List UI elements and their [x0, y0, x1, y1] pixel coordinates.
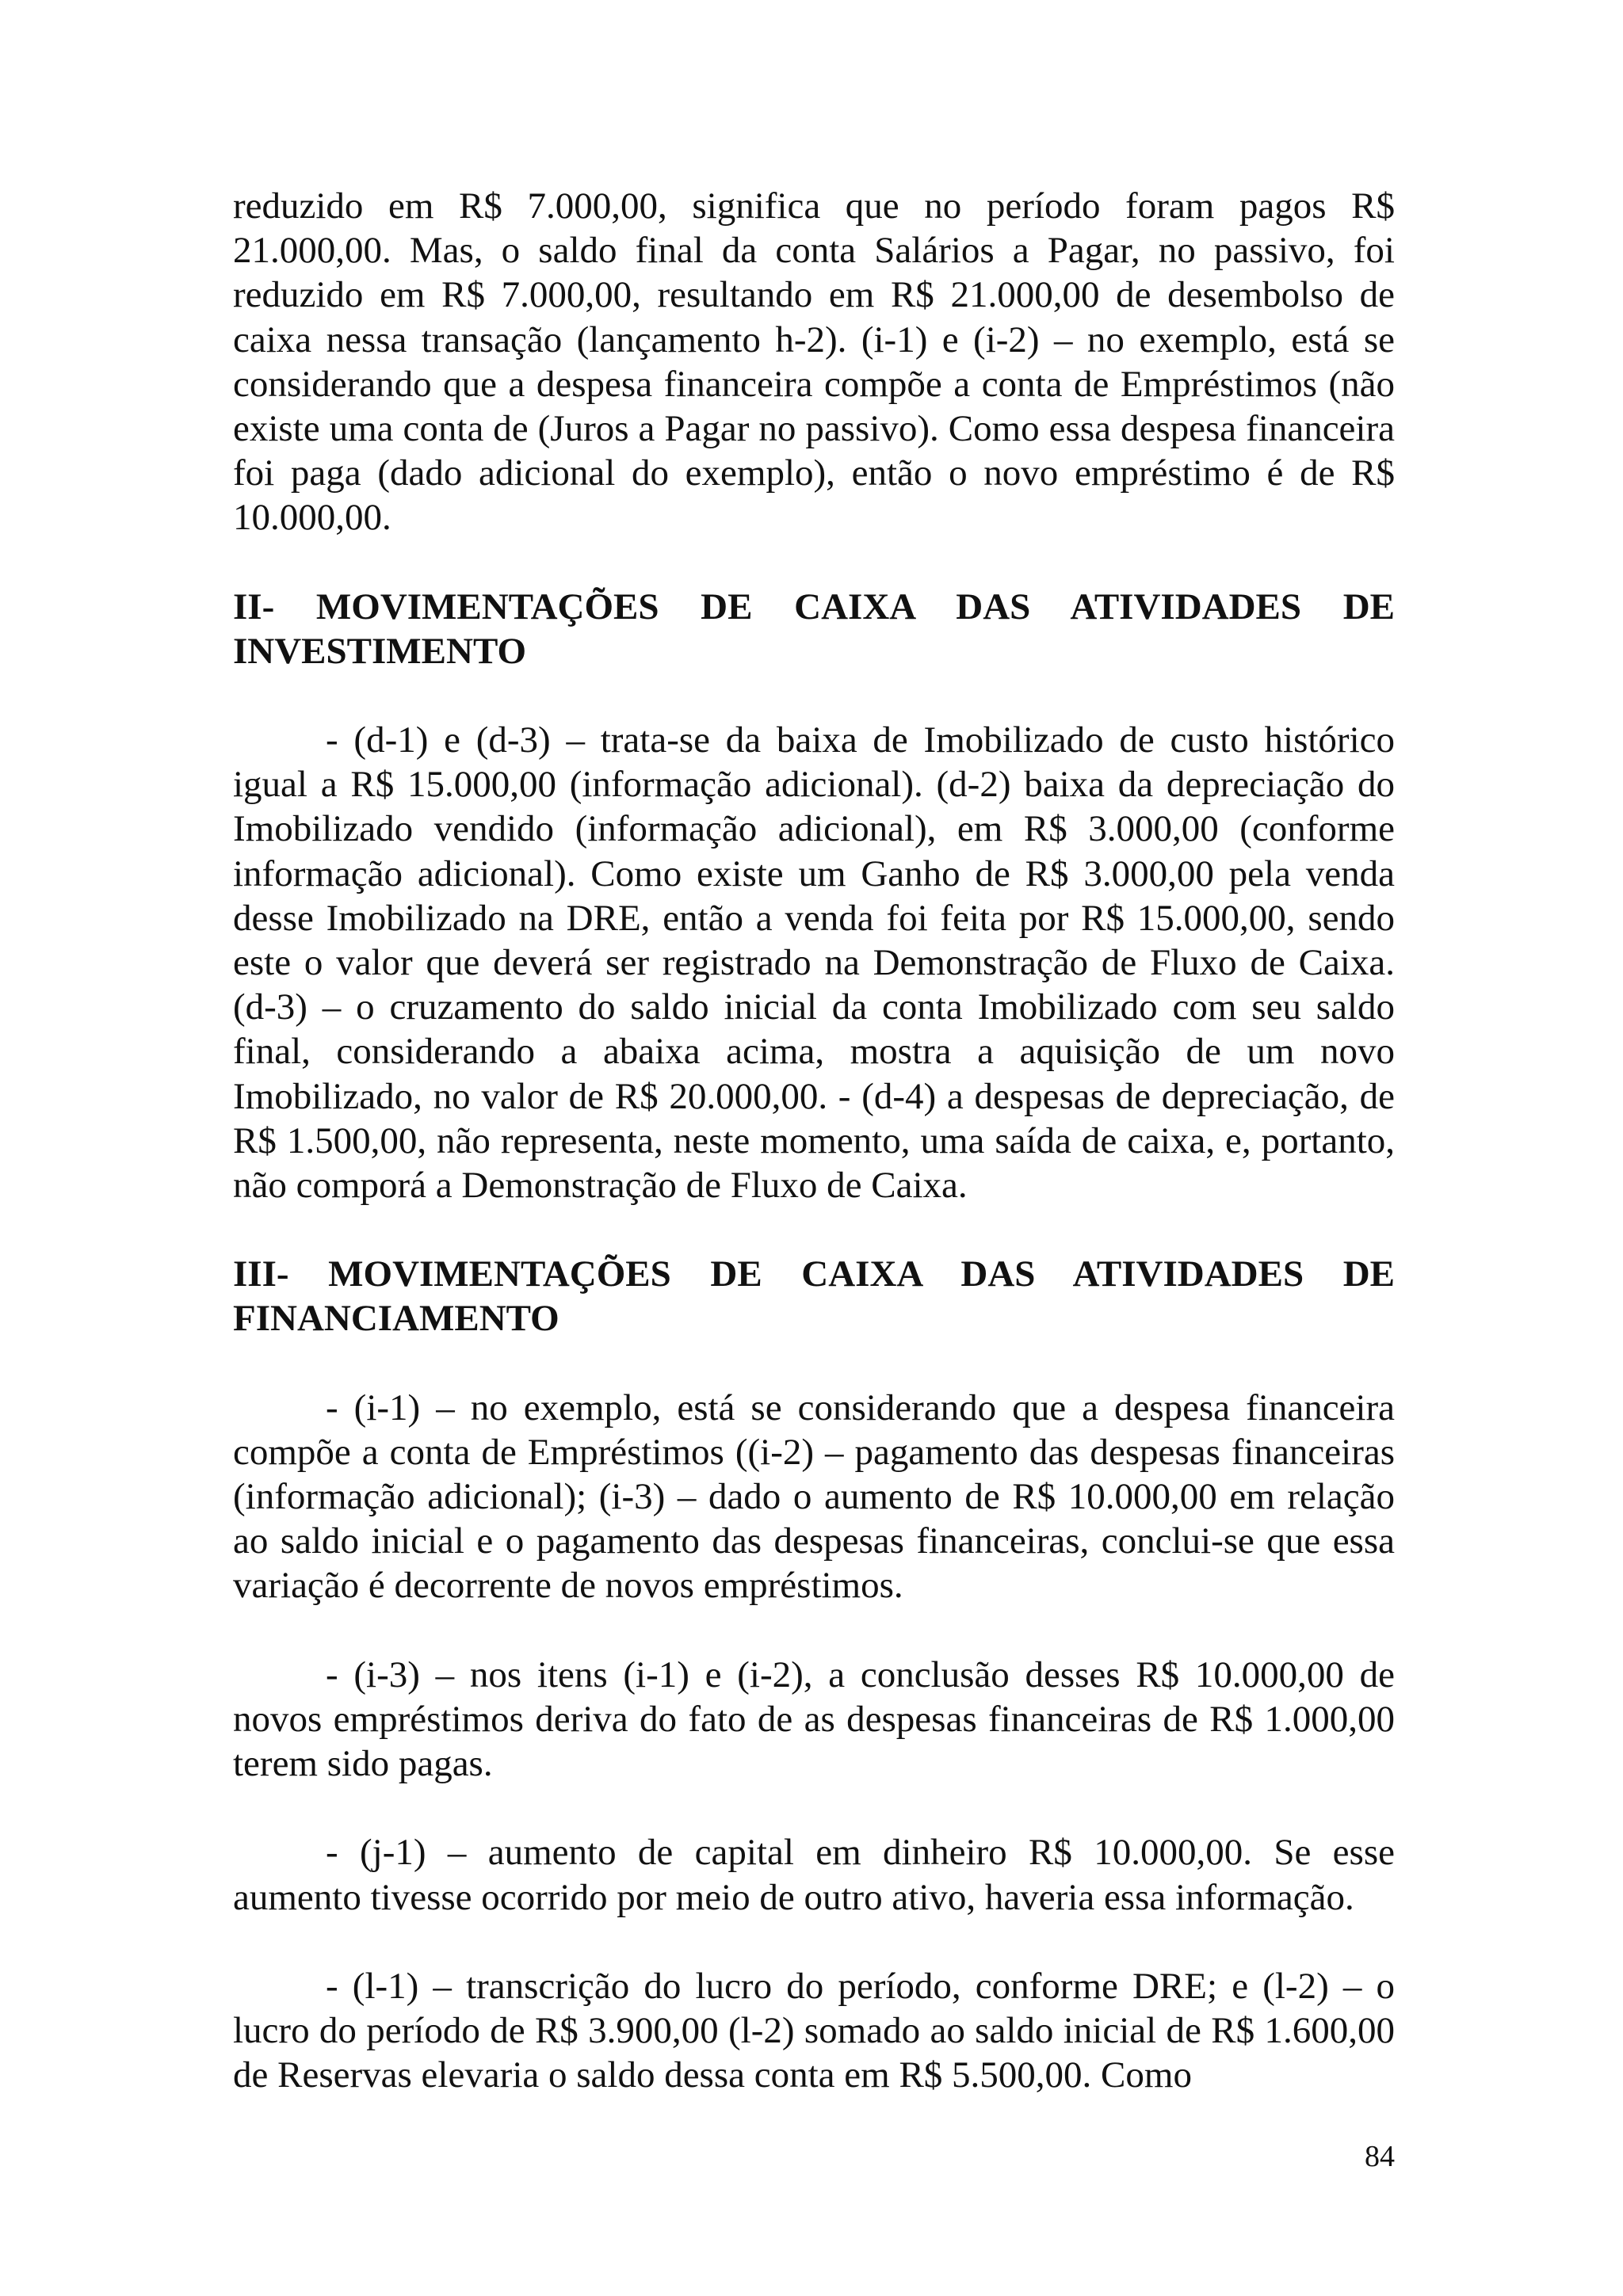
heading-atividades-investimento: II- MOVIMENTAÇÕES DE CAIXA DAS ATIVIDADES DE INVESTIMENTO	[233, 585, 1395, 672]
paragraph-lucro-reservas: - (l-1) – transcrição do lucro do período, conforme DRE; e (l-2) – o lucro do período de R$ 3.900,00 (l-2) somado ao saldo inicial de R$ 1.600,00 de Reservas elevaria o saldo dessa conta em R$ 5.500,00. Como	[233, 1965, 1395, 2096]
paragraph-financiamento-i1: - (i-1) – no exemplo, está se considerando que a despesa financeira compõe a conta de Empréstimos ((i-2) – pagamento das despesas financeiras (informação adicional); (i-3) – dado o aumento de R$ 10.000,00 em relação ao saldo inicial e o pagamento das despesas financeiras, conclui-se que essa variação é decorrente de novos empréstimos.	[233, 1386, 1395, 1607]
paragraph-financiamento-i3: - (i-3) – nos itens (i-1) e (i-2), a conclusão desses R$ 10.000,00 de novos empréstimos deriva do fato de as despesas financeiras de R$ 1.000,00 terem sido pagas.	[233, 1653, 1395, 1785]
document-page	[233, 184, 1395, 2097]
paragraph-salarios-emprestimos: reduzido em R$ 7.000,00, significa que no período foram pagos R$ 21.000,00. Mas, o saldo final da conta Salários a Pagar, no passivo, foi reduzido em R$ 7.000,00, resultando em R$ 21.000,00 de desembolso de caixa nessa transação (lançamento h-2). (i-1) e (i-2) – no exemplo, está se considerando que a despesa financeira compõe a conta de Empréstimos (não existe uma conta de (Juros a Pagar no passivo). Como essa despesa financeira foi paga (dado adicional do exemplo), então o novo empréstimo é de R$ 10.000,00.	[233, 185, 1395, 539]
paragraph-investimento: - (d-1) e (d-3) – trata-se da baixa de Imobilizado de custo histórico igual a R$ 15.000,00 (informação adicional). (d-2) baixa da depreciação do Imobilizado vendido (informação adicional), em R$ 3.000,00 (conforme informação adicional). Como existe um Ganho de R$ 3.000,00 pela venda desse Imobilizado na DRE, então a venda foi feita por R$ 15.000,00, sendo este o valor que deverá ser registrado na Demonstração de Fluxo de Caixa. (d-3) – o cruzamento do saldo inicial da conta Imobilizado com seu saldo final, considerando a abaixa acima, mostra a aquisição de um novo Imobilizado, no valor de R$ 20.000,00. - (d-4) a despesas de depreciação, de R$ 1.500,00, não representa, neste momento, uma saída de caixa, e, portanto, não comporá a Demonstração de Fluxo de Caixa.	[233, 719, 1395, 1207]
page-number: 84	[1365, 2140, 1395, 2173]
paragraph-aumento-capital: - (j-1) – aumento de capital em dinheiro R$ 10.000,00. Se esse aumento tivesse ocorrido por meio de outro ativo, haveria essa informação.	[233, 1832, 1395, 1918]
heading-atividades-financiamento: III- MOVIMENTAÇÕES DE CAIXA DAS ATIVIDADES DE FINANCIAMENTO	[233, 1253, 1395, 1340]
